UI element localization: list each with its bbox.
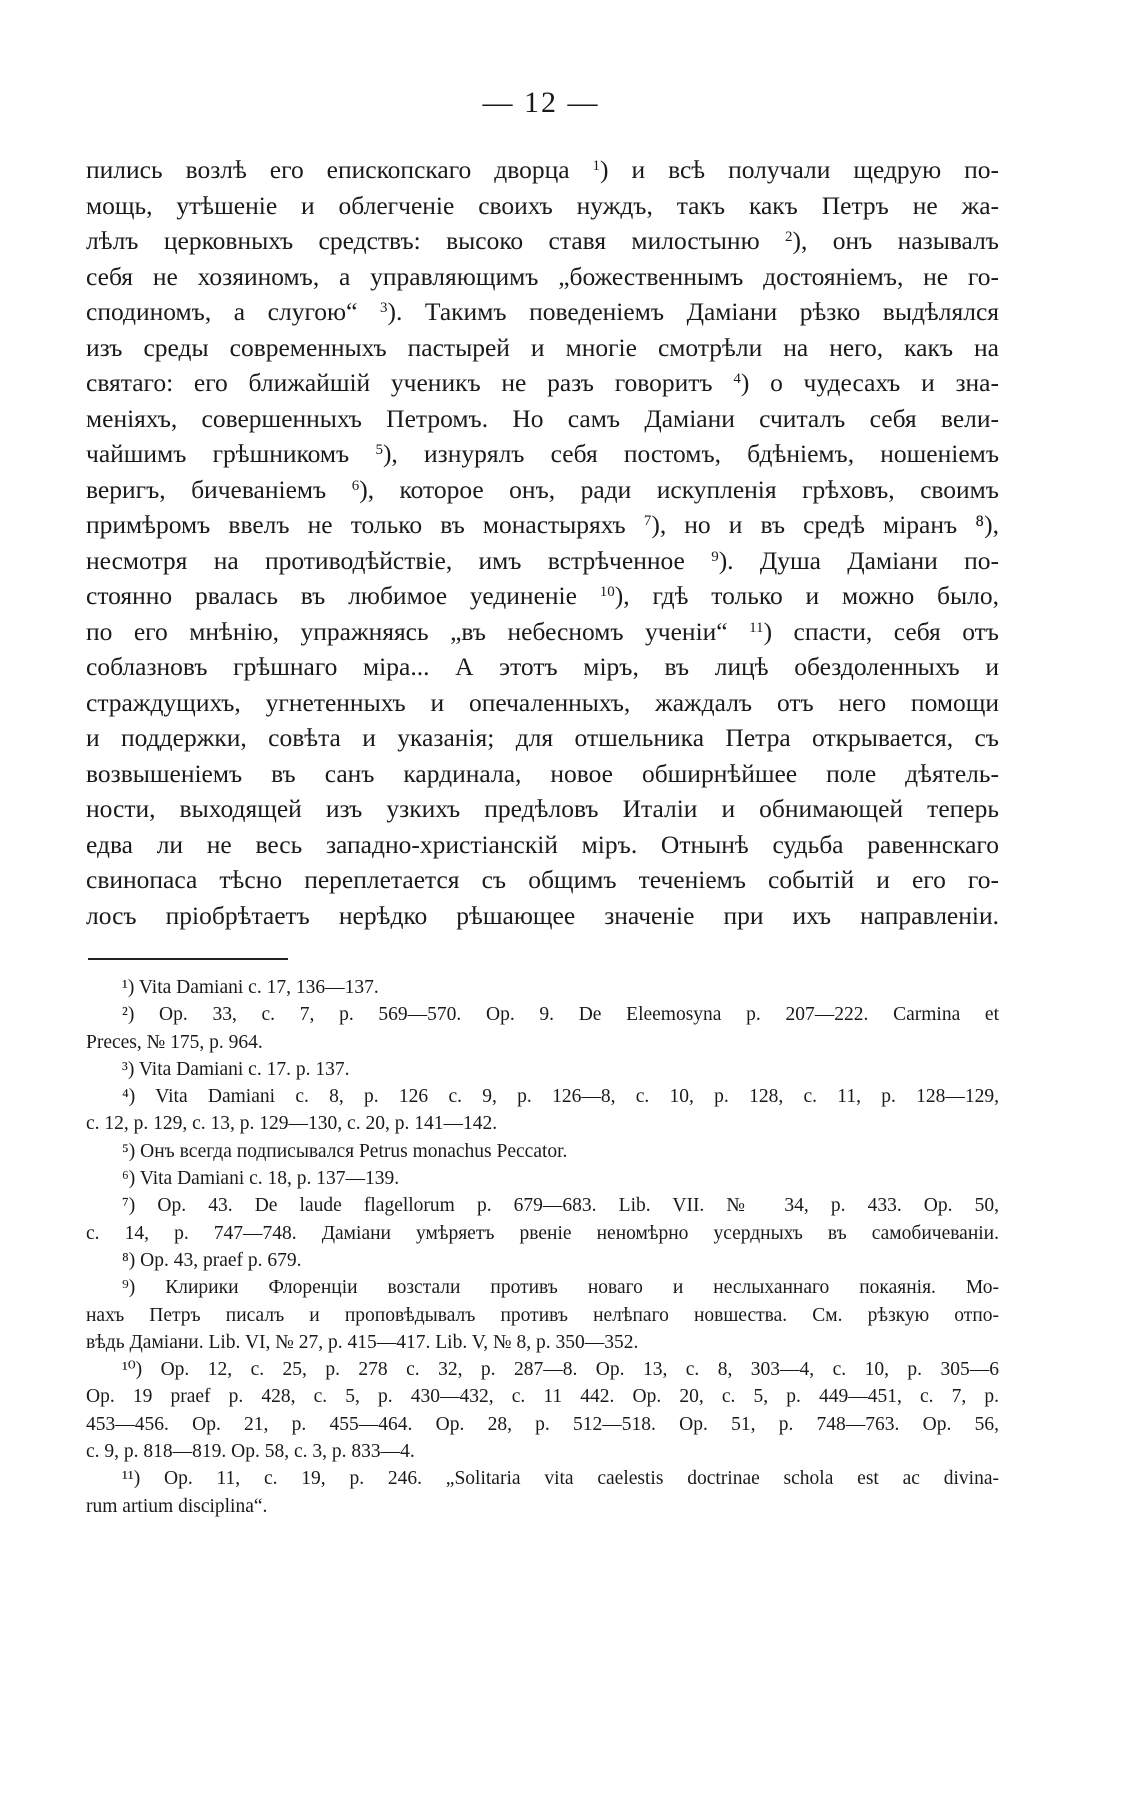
text-segment: ) и всѣ получали щедрую по- (600, 155, 999, 184)
text-segment: едва ли не весь западно-христіанскій міръ. Отнынѣ судьба равеннскаго (86, 829, 999, 859)
text-segment: ), которое онъ, ради искупленія грѣховъ, своимъ (359, 474, 999, 504)
footnote-line: ⁵) Онъ всегда подписывался Petrus monachus Peccator. (122, 1140, 568, 1162)
footnote-line: ⁹) Клирики Флоренціи возстали противъ новаго и неслыханнаго покаянія. Мо- (122, 1277, 999, 1299)
text-segment: меніяхъ, совершенныхъ Петромъ. Но самъ Даміани считалъ себя вели- (86, 403, 999, 433)
footnote-ref: 11 (749, 619, 764, 636)
text-segment: несмотря на противодѣйствіе, имъ встрѣченное (86, 545, 712, 575)
footnote-line: ²) Op. 33, c. 7, p. 569—570. Op. 9. De Eleemosyna p. 207—222. Carmina et (122, 1004, 999, 1026)
text-line (86, 720, 999, 756)
text-segment: ности, выходящей изъ узкихъ предѣловъ Италіи и обнимающей теперь (86, 794, 999, 823)
footnote-ref: 2 (784, 228, 793, 245)
text-segment: страждущихъ, угнетенныхъ и опечаленныхъ, жаждалъ отъ него помощи (86, 687, 999, 717)
text-segment: святаго: его ближайшій ученикъ не разъ говоритъ (86, 368, 734, 397)
text-segment: ) спасти, себя отъ (763, 616, 999, 646)
text-segment: соблазновъ грѣшнаго міра... А этотъ міръ, въ лицѣ обездоленныхъ и (86, 652, 999, 681)
text-line (86, 330, 999, 366)
text-line (86, 365, 999, 401)
text-line (86, 259, 999, 295)
footnote-line: c. 14, p. 747—748. Даміани умѣряетъ рвеніе неномѣрно усердныхъ въ самобичеваніи. (86, 1222, 999, 1244)
footnote-line: rum artium disciplina“. (86, 1495, 268, 1517)
footnote-ref: 6 (351, 477, 360, 494)
text-line (86, 898, 999, 934)
main-text (86, 152, 999, 933)
text-line (86, 188, 999, 224)
footnote-line: c. 9, p. 818—819. Op. 58, c. 3, p. 833—4. (86, 1441, 415, 1463)
text-line (86, 649, 999, 685)
text-segment: веригъ, бичеваніемъ (86, 474, 352, 504)
page-number: — 12 — (482, 86, 600, 119)
footnote-line: ⁶) Vita Damiani c. 18, p. 137—139. (122, 1168, 400, 1190)
footnote-line: c. 12, p. 129, c. 13, p. 129—130, c. 20, p. 141—142. (86, 1113, 498, 1135)
text-line (86, 152, 999, 188)
text-segment: лѣлъ церковныхъ средствъ: высоко ставя милостыню (86, 226, 785, 255)
text-line (86, 401, 999, 437)
text-line (86, 294, 999, 330)
text-line (86, 614, 999, 650)
text-segment: стоянно рвалась въ любимое уединеніе (86, 581, 600, 610)
text-line (86, 436, 999, 472)
footnotes (86, 974, 999, 1520)
text-line (86, 862, 999, 898)
text-line (86, 543, 999, 579)
text-segment: и поддержки, совѣта и указанія; для отшельника Петра открывается, съ (86, 723, 999, 752)
text-segment: свинопаса тѣсно переплетается съ общимъ теченіемъ событій и его го- (86, 865, 999, 894)
text-segment: себя не хозяиномъ, а управляющимъ „божественнымъ достояніемъ, не го- (86, 261, 999, 291)
text-line (86, 791, 999, 827)
footnote-line: нахъ Петръ писалъ и проповѣдывалъ противъ нелѣпаго новшества. См. рѣзкую отпо- (86, 1304, 999, 1326)
text-line (86, 223, 999, 259)
text-line (86, 756, 999, 792)
text-line (86, 685, 999, 721)
footnote-line: Preces, № 175, p. 964. (86, 1031, 263, 1053)
text-segment: ), онъ называлъ (792, 226, 999, 255)
text-segment: возвышеніемъ въ санъ кардинала, новое обширнѣйшее поле дѣятель- (86, 758, 999, 788)
footnote-ref: 10 (599, 583, 615, 600)
text-line (86, 827, 999, 863)
footnote-line: ⁴) Vita Damiani c. 8, p. 126 c. 9, p. 126—8, c. 10, p. 128, c. 11, p. 128—129, (122, 1086, 999, 1108)
footnote-ref: 4 (733, 370, 741, 387)
footnote-line: вѣдь Даміани. Lib. VI, № 27, p. 415—417. Lib. V, № 8, p. 350—352. (86, 1331, 639, 1353)
text-line (86, 507, 999, 543)
text-segment: пились возлѣ его епископскаго дворца (86, 155, 593, 184)
footnote-line: ¹¹) Op. 11, c. 19, p. 246. „Solitaria vita caelestis doctrinae schola est ac divina- (122, 1468, 999, 1490)
footnote-ref: 7 (643, 512, 652, 529)
footnote-ref: 3 (379, 299, 388, 316)
text-segment: примѣромъ ввелъ не только въ монастыряхъ (86, 510, 644, 539)
text-segment: ), изнурялъ себя постомъ, бдѣніемъ, ношеніемъ (382, 439, 999, 468)
text-segment: чайшимъ грѣшникомъ (86, 439, 376, 468)
footnote-line: 453—456. Op. 21, p. 455—464. Op. 28, p. 512—518. Op. 51, p. 748—763. Op. 56, (86, 1413, 999, 1435)
footnote-line: ⁸) Op. 43, praef p. 679. (122, 1249, 302, 1271)
text-line (86, 578, 999, 614)
text-segment: по его мнѣнію, упражняясь „въ небесномъ ученіи“ (86, 616, 750, 646)
text-segment: сподиномъ, а слугою“ (86, 297, 380, 326)
footnote-line: ¹⁰) Op. 12, c. 25, p. 278 c. 32, p. 287—8. Op. 13, c. 8, 303—4, c. 10, p. 305—6 (122, 1359, 999, 1381)
footnote-ref: 5 (375, 441, 383, 458)
footnote-line: ¹) Vita Damiani c. 17, 136—137. (122, 977, 379, 998)
text-segment: ). Душа Даміани по- (718, 545, 1000, 575)
footnote-line: Op. 19 praef p. 428, c. 5, p. 430—432, c. 11 442. Op. 20, c. 5, p. 449—451, c. 7, p. (86, 1386, 999, 1408)
text-segment: лосъ пріобрѣтаетъ нерѣдко рѣшающее значеніе при ихъ направленіи. (86, 900, 999, 930)
footnote-ref: 9 (711, 548, 719, 565)
footnote-line: ³) Vita Damiani c. 17. p. 137. (122, 1058, 350, 1080)
text-line (86, 472, 999, 508)
footnote-line: ⁷) Op. 43. De laude flagellorum p. 679—683. Lib. VII. № 34, p. 433. Op. 50, (122, 1195, 999, 1217)
footnote-ref: 1 (592, 157, 601, 174)
text-segment: ). Такимъ поведеніемъ Даміани рѣзко выдѣлялся (387, 297, 999, 326)
text-segment: изъ среды современныхъ пастырей и многіе смотрѣли на него, какъ на (86, 332, 999, 362)
text-segment: ), гдѣ только и можно было, (614, 581, 1000, 610)
footnote-separator (88, 958, 288, 960)
text-segment: ) о чудесахъ и зна- (740, 368, 999, 397)
text-segment: мощь, утѣшеніе и облегченіе своихъ нуждъ, такъ какъ Петръ не жа- (86, 190, 999, 220)
text-segment: ), но и въ средѣ міранъ ⁸), (651, 510, 1000, 539)
